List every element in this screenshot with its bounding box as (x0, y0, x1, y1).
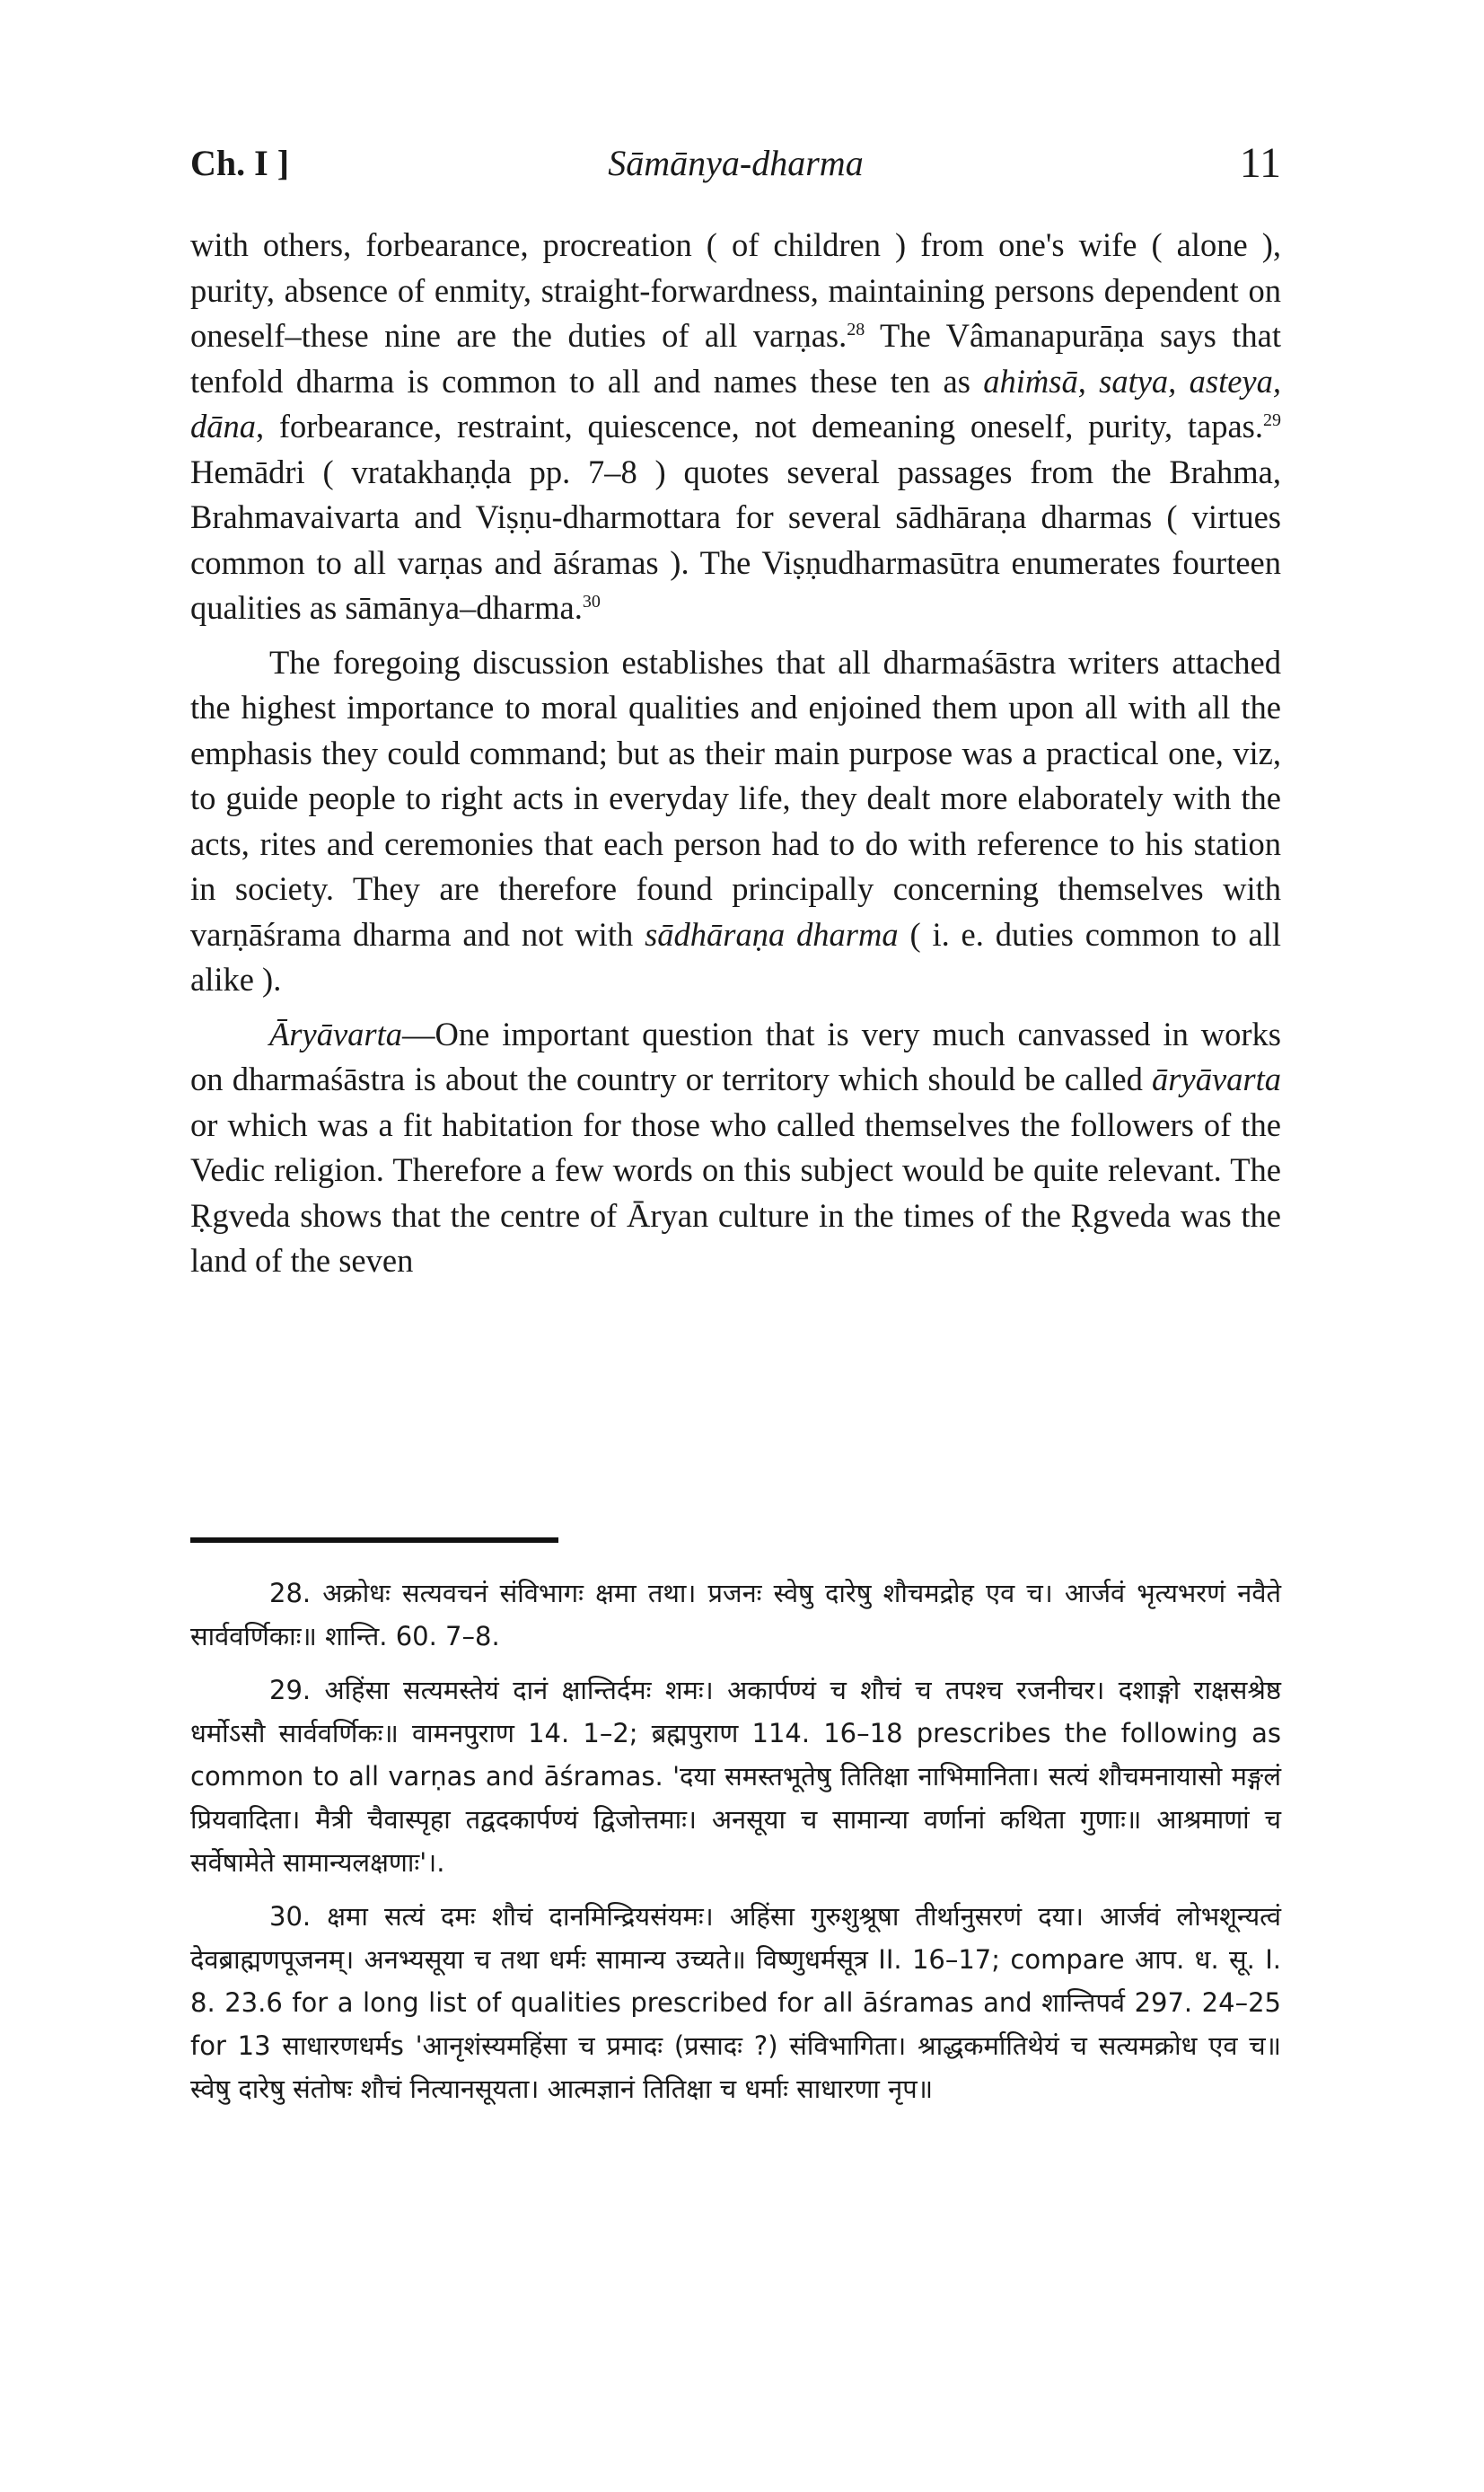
page-number: 11 (1239, 139, 1281, 187)
paragraph-3 (190, 1012, 1281, 1284)
footnote-30 (190, 1895, 1281, 2110)
footnote-number: 29. (269, 1675, 312, 1705)
footnote-text: क्षमा सत्यं दमः शौचं दानमिन्द्रियसंयमः। अहिंसा गुरुशुश्रूषा तीर्थानुसरणं दया। आर्जवं लोभशून्यत्वं देवब्राह्मणपूजनम्। अनभ्यसूया च तथा धर्मः सामान्य उच्यते॥ विष्णुधर्मसूत्र II. 16–17; compare आप. ध. सू. I. 8. 23.6 for a long list of qualities prescribed for all āśramas and शान्तिपर्व 297. 24–25 for 13 साधारणधर्मs 'आनृशंस्यमहिंसा च प्रमादः (प्रसादः ?) संविभागिता। श्राद्धकर्मातिथेयं च सत्यमक्रोध एव च॥ स्वेषु दारेषु संतोषः शौचं नित्यानसूयता। आत्मज्ञानं तितिक्षा च धर्माः साधारणा नृप॥ (190, 1901, 1281, 2104)
p2-text-2: ( i. e. duties common to all alike ). (190, 915, 1281, 998)
footnote-28 (190, 1572, 1281, 1658)
section-heading-aryavarta: Āryāvarta (269, 1015, 402, 1052)
p1-term-list: ahiṁsā, satya, asteya, dāna (190, 362, 1281, 445)
paragraph-2 (190, 640, 1281, 1003)
p1-text-1: with others, forbearance, procreation ( of children ) from one's wife ( alone ), purity, absence of enmity, straight-forwardness, maintaining persons dependent on oneself–these nine are the duties of all varṇas. (190, 226, 1281, 354)
p3-term: āryāvarta (1152, 1061, 1281, 1097)
footnote-number: 30. (269, 1901, 312, 1932)
footnote-text: अक्रोधः सत्यवचनं संविभागः क्षमा तथा। प्रजनः स्वेषु दारेषु शौचमद्रोह एव च। आर्जवं भृत्यभरणं नवैते सार्ववर्णिकाः॥ शान्ति. 60. 7–8. (190, 1578, 1282, 1651)
footnotes (190, 1572, 1281, 2121)
main-text (190, 223, 1281, 1293)
paragraph-1 (190, 223, 1281, 631)
footnote-text: अहिंसा सत्यमस्तेयं दानं क्षान्तिर्दमः शमः। अकार्पण्यं च शौचं च तपश्च रजनीचर। दशाङ्गो राक्षसश्रेष्ठ धर्मोऽसौ सार्ववर्णिकः॥ वामनपुराण 14. 1–2; ब्रह्मपुराण 114. 16–18 prescribes the following as common to all varṇas and āśramas. 'दया समस्तभूतेषु तितिक्षा नाभिमानिता। सत्यं शौचमनायासो मङ्गलं प्रियवादिता। मैत्री चैवास्पृहा तद्वदकार्पण्यं द्विजोत्तमाः। अनसूया च सामान्या वर्णानां कथिता गुणाः॥ आश्रमाणां च सर्वेषामेते सामान्यलक्षणाः'।. (190, 1675, 1282, 1878)
p1-text-4: Hemādri ( vratakhaṇḍa pp. 7–8 ) quotes several passages from the Brahma, Brahmavaivarta and Viṣṇu-dharmottara for several sādhāraṇa dharmas ( virtues common to all varṇas and āśramas ). The Viṣṇudharmasūtra enumerates fourteen qualities as sāmānya–dharma. (190, 453, 1281, 626)
footnote-ref-29[interactable]: 29 (1263, 409, 1281, 430)
p1-text-2: The Vâmanapurāṇa says that tenfold dharma is common to all and names these ten as (190, 317, 1281, 400)
p1-text-3: , forbearance, restraint, quiescence, not demeaning oneself, purity, tapas. (256, 408, 1263, 445)
p3-text-1: —One important question that is very much canvassed in works on dharmaśāstra is about the country or territory which should be called (190, 1015, 1281, 1097)
footnote-number: 28. (269, 1578, 312, 1608)
footnote-29 (190, 1669, 1281, 1884)
running-title: Sāmānya-dharma (608, 143, 864, 183)
p2-term: sādhāraṇa dharma (645, 915, 899, 953)
p3-text-2: or which was a fit habitation for those who called themselves the followers of the Vedic religion. Therefore a few words on this subject would be quite relevant. The Ṛgveda shows that the centre of Āryan culture in the times of the Ṛgveda was the land of the seven (190, 1105, 1281, 1279)
footnote-ref-28[interactable]: 28 (847, 319, 865, 339)
footnote-ref-30[interactable]: 30 (582, 591, 601, 612)
chapter-label: Ch. I ] (190, 143, 290, 183)
running-header (190, 135, 1281, 189)
p2-text-1: The foregoing discussion establishes that all dharmaśāstra writers attached the highest importance to moral qualities and enjoined them upon all with all the emphasis they could command; but as their main purpose was a practical one, viz, to guide people to right acts in everyday life, they dealt more elaborately with the acts, rites and ceremonies that each person had to do with reference to his station in society. They are therefore found principally concerning themselves with varṇāśrama dharma and not with (190, 643, 1281, 953)
footnote-divider (190, 1537, 558, 1543)
